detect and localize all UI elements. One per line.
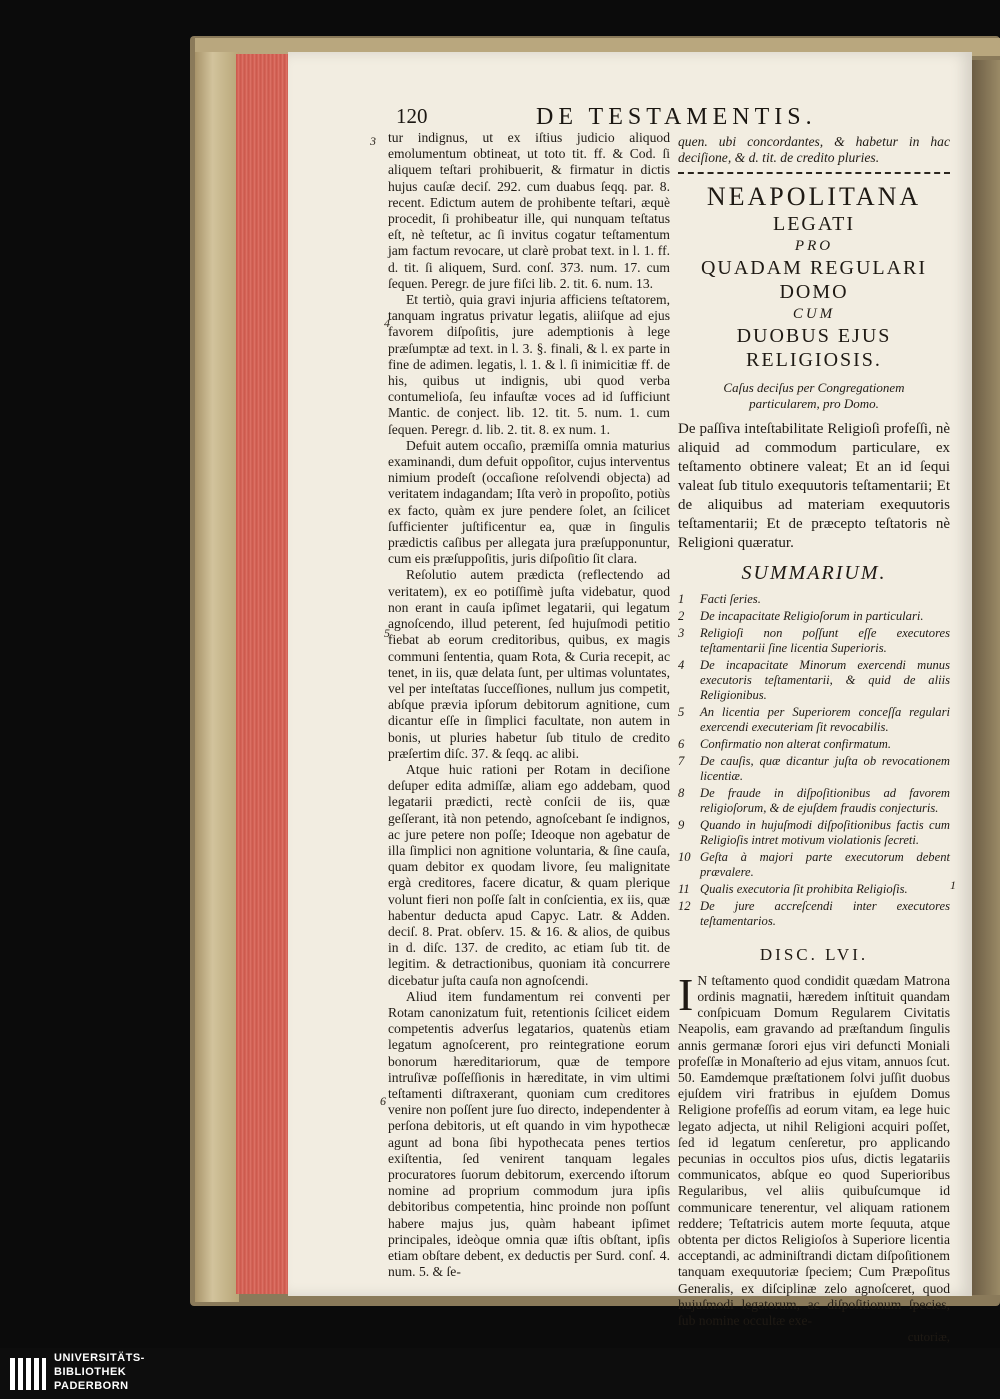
case-question: De paſſiva inteſtabilitate Religioſi profeſſi, nè aliquid ad commodum particulare, ex teſtamento obtinere valeat; Et an id ſequi valeat ſub titulo exequutoris teſtamentarii; Et de aliquibus ad materiam exequutoris teſtamentarii; Et de præcepto teſtatoris nè Religioni quæratur. <box>678 421 950 552</box>
paragraph: tur indignus, ut ex iſtius judicio aliquod emolumentum obtineat, ut toto tit. ff. & Cod. ſi aliquem teſtari prohibuerit, & firmatur in dictis hujus cauſæ deciſ. 292. cum duabus ſeqq. par. 8. recent. Edictum autem de prohibente teſtari, æquè procedit, ſi prohibeatur ille, qui nunquam teſtatus eſt, nè teſtetur, ac ſi invitus cogatur teſtamentum jam factum revocare, ut clarè probat text. in l. 1. ff. d. tit. ſi aliquem, Surd. conſ. 373. num. 17. cum ſequen. Peregr. de jure fiſci lib. 2. tit. 6. num. 13. <box>388 130 670 291</box>
summary-item: 3 Religioſi non poſſunt eſſe executores teſtamentarii ſine licentia Superioris. <box>678 625 950 655</box>
red-page-edges <box>236 54 288 1294</box>
case-pro: PRO <box>794 238 834 255</box>
case-description: Caſus deciſus per Congregationem particularem, pro Domo. <box>723 380 905 412</box>
margin-number: 4 <box>384 316 390 330</box>
summary-item: 11 Qualis executoria ſit prohibita Religioſis. <box>678 881 908 896</box>
running-head: DE TESTAMENTIS. <box>536 104 817 130</box>
paragraph: Aliud item fundamentum rei conventi per Rotam canonizatum fuit, retentionis ſcilicet eidem competentis adverſus legatarios, quatenùs etiam legatum agnoſcerent, pro reintegratione eorum bonorum hæreditariorum, quæ de tempore intruſivæ poſſeſſionis in hæreditate, in vim ultimi teſtamenti diſtraxerant, quoniam cum creditores venire non poſſent jure ſuo directo, independenter à perſona debitoris, ut eſt quando in vim hypothecæ agunt ad bona ſibi hypothecata penes tertios exiſtentia, ſed venirent tanquam legales procuratores ſuorum debitorum, exercendo iſtorum nomine ad proprium commodum jura ipſis debitoribus competentia, hinc proinde non poſſunt habere majus jus, quàm habeant ipſimet principales, ideòque omnia quæ iſtis obſtant, ipſis etiam obſtare debent, ex deductis per Surd. conſ. 4. num. 5. & ſe- <box>388 988 670 1280</box>
library-name: UNIVERSITÄTS- BIBLIOTHEK PADERBORN <box>54 1352 145 1392</box>
right-text-column <box>678 134 950 1345</box>
summary-item: 1 Facti ſeries. <box>678 591 761 606</box>
summary-item: 8 De fraude in diſpoſitionibus ad favorem religioſorum, & de ejuſdem fraudis conjecturis. <box>678 785 950 815</box>
margin-number: 1 <box>950 878 956 892</box>
catchword: cutoriæ, <box>907 1329 950 1345</box>
summary-item: 6 Confirmatio non alterat confirmatum. <box>678 736 892 751</box>
library-logo-icon <box>8 1354 48 1394</box>
summary-item: 7 De cauſis, quæ dicantur juſta ob revocationem licentiæ. <box>678 753 950 783</box>
margin-number: 6 <box>380 1094 386 1108</box>
summary-item: 5 An licentia per Superiorem conceſſa regulari exercendi executeriam ſit revocabilis. <box>678 704 950 734</box>
library-footer <box>0 1348 1000 1399</box>
summary-list <box>678 592 950 929</box>
divider-rule <box>678 172 950 174</box>
summary-item: 10 Geſta à majori parte executorum debent prævalere. <box>678 849 950 879</box>
paragraph: Et tertiò, quia gravi injuria afficiens teſtatorem, tanquam ingratus privatur legatis, aliiſque ad ejus favorem diſpoſitis, jure ademptionis à lege præſumptæ ad text. in l. 3. §. finali, & l. ex parte in fine de adimen. legatis, l. 1. & l. ſi inimicitiæ ff. de his, quibus ut indignis, ubi quod verba contumelioſa, ſeu infauſtæ voces ad id ſufficiunt Mantic. de conject. lib. 12. tit. 5. num. 1. cum ſequen. Peregr. d. lib. 2. tit. 8. ex num. 1. <box>388 292 670 437</box>
continuation-text: quen. ubi concordantes, & habetur in hac deciſione, & d. tit. de credito pluries. <box>678 134 950 166</box>
summary-item: 4 De incapacitate Minorum exercendi munus executoris teſtamentarii, & quid de aliis Religionibus. <box>678 657 950 702</box>
case-party-2: DUOBUS EJUS RELIGIOSIS. <box>736 325 892 372</box>
case-cum: CUM <box>792 306 836 323</box>
page-right-edge <box>972 60 1000 1295</box>
summary-title: SUMMARIUM. <box>741 562 887 585</box>
summary-item: 2 De incapacitate Religioſorum in particulari. <box>678 608 924 623</box>
case-party: QUADAM REGULARI DOMO <box>700 257 928 304</box>
margin-number: 3 <box>370 134 376 148</box>
discourse-body: I N teſtamento quod condidit quædam Matrona ordinis magnatii, hæredem inſtituit quandam conſpicuam Domum Regularem Civitatis Neapolis, eam gravando ad præſtandum ſingulis annis germanæ ſorori ejus viri defuncti Moniali profeſſæ in Monaſterio ad ejus vitam, annuos ſcut. 50. Eamdemque præſtationem ſolvi juſſit duobus ejuſdem viri fratribus in ejuſdem Domus Religione profeſſis ad eorum vitam, ea lege huic legato adjecta, ut nihil Religioni acquiri poſſet, ſed id legatum cenſeretur, pro applicando pecunias in occultos pios uſus, dictis legatariis communicatos, abſque eo quod Superioribus Regularibus, vel aliis quibuſcumque id communicare tenerentur, vel aliquam rationem reddere; Teſtatricis autem morte ſequuta, atque obtenta per dictos Religioſos à Superiore licentia acceptandi, ac adminiſtrandi dictam diſpoſitionem tanquam exequutoriæ ſpeciem; Cum Præpoſitus Generalis, ex diſciplinæ zelo agnoſceret, quod hujuſmodi legatorum, ac diſpoſitionum ſpecies, ſub nomine occultæ exe- <box>678 968 950 1329</box>
summary-item: 12 De jure accreſcendi inter executores teſtamentarios. <box>678 898 950 928</box>
discourse-title: DISC. LVI. <box>759 944 869 964</box>
case-subject: LEGATI <box>773 213 855 236</box>
drop-cap: I <box>678 968 694 1020</box>
left-text-column <box>388 130 670 1280</box>
book-spine <box>195 52 239 1302</box>
paragraph: Defuit autem occaſio, præmiſſa omnia maturius examinandi, dum defuit oppoſitor, cujus interventus nimium prodeſt (occaſione reſolvendi objecta) ad veritatem indagandam; Iſta verò in propoſito, potiùs ex facto, quàm ex jure pendere ſolet, an ſcilicet ſufficienter juſtificentur ea, quæ in ſingulis prædictis caſibus per allegata jura præſupponuntur, cum eis præſuppoſitis, juris diſpoſitio ſit clara. <box>388 437 670 567</box>
summary-item: 9 Quando in hujuſmodi diſpoſitionibus factis cum Religioſis intret motivum violationis ſecreti. <box>678 817 950 847</box>
paragraph: Atque huic rationi per Rotam in deciſione deſuper edita admiſſæ, aliam ego addebam, quod legatarii prædicti, rectè conſcii de iis, quæ geſſerant, ità non petendo, agnoſcebant ſe indignos, ac jure petere non poſſe; Ideoque non agebatur de illa ſimplici non agnitione voluntaria, & ſine cauſa, quam debitor ex quodam livore, ſeu malignitate ergà creditores, facere dicatur, & quam plerique volunt fieri non poſſe ſalt in conſcientia, ex iis, quæ habentur deducta apud Capyc. Latr. & Adden. deciſ. 8. Prat. obſerv. 15. & 16. & alios, de quibus in d. diſc. 137. de credito, ac etiam ſub tit. de legitim. & detractionibus, quoniam ità concurrere dicebatur juſta cauſa non agnoſcendi. <box>388 761 670 988</box>
margin-number: 5 <box>384 626 390 640</box>
case-title: NEAPOLITANA <box>706 182 922 212</box>
page-number: 120 <box>396 104 428 128</box>
paragraph: Reſolutio autem prædicta (reflectendo ad veritatem), ex eo potiſſimè juſta videbatur, quod non erant in cauſa ipſimet legatarii, qui legatum agnoſcendo, illud peterent, ſed hujuſmodi petitio fiebat ab eorum creditoribus, quibus, ex magis communi ſententia, quam Rota, & Curia recepit, ac tenet, in iis, quæ delata ſunt, per ultimas voluntates, vel per inteſtatas ſucceſſiones, nullum jus competit, abſque prævia ipſorum debitorum agnitione, cum dicantur eſſe in ſimplici facultate, non autem in bonis, ut pluries habetur ſub titulo de credito præſertim diſc. 37. & ſeqq. ac alibi. <box>388 567 670 761</box>
